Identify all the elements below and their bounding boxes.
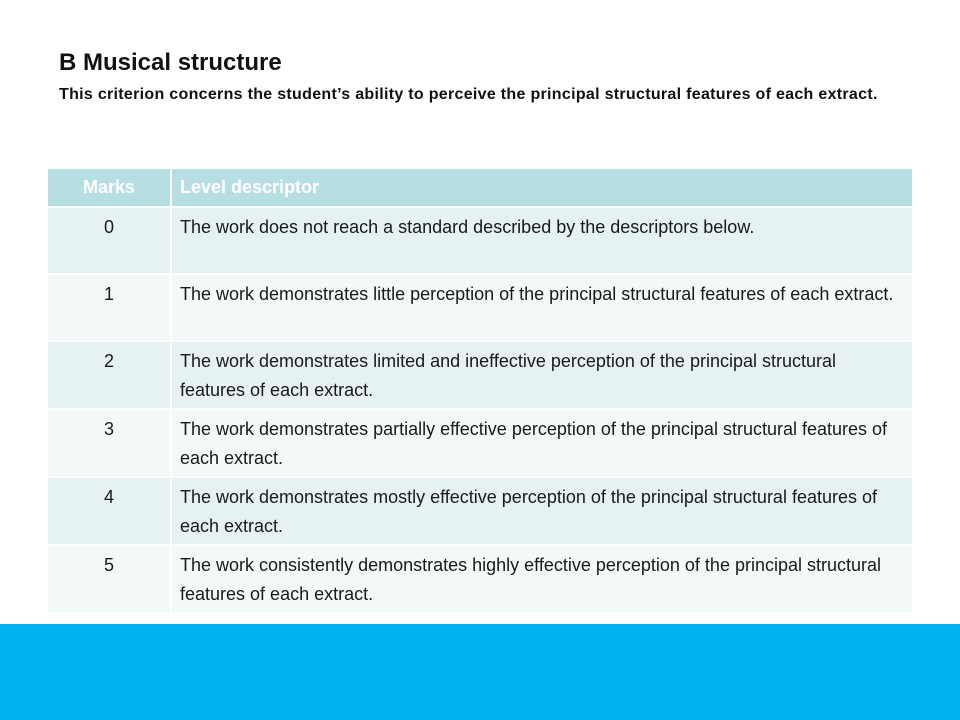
table-header-row (48, 169, 912, 207)
column-header-marks: Marks (48, 169, 171, 207)
footer-band (0, 624, 960, 720)
page-title: B Musical structure (59, 49, 282, 76)
table-row (48, 409, 912, 477)
rubric-table (48, 169, 912, 614)
rubric-table-container (48, 169, 912, 614)
descriptor-cell: The work demonstrates mostly effective perception of the principal structural features of each extract. (171, 477, 912, 545)
table-row (48, 341, 912, 409)
table-row (48, 274, 912, 341)
descriptor-cell: The work does not reach a standard described by the descriptors below. (171, 207, 912, 274)
mark-cell: 1 (48, 274, 171, 341)
descriptor-cell: The work demonstrates little perception of the principal structural features of each extract. (171, 274, 912, 341)
descriptor-cell: The work demonstrates limited and ineffective perception of the principal structural features of each extract. (171, 341, 912, 409)
mark-cell: 3 (48, 409, 171, 477)
table-row (48, 477, 912, 545)
descriptor-cell: The work consistently demonstrates highly effective perception of the principal structural features of each extract. (171, 545, 912, 613)
page-subtitle: This criterion concerns the student’s ability to perceive the principal structural features of each extract. (59, 86, 878, 103)
mark-cell: 0 (48, 207, 171, 274)
mark-cell: 4 (48, 477, 171, 545)
descriptor-cell: The work demonstrates partially effective perception of the principal structural features of each extract. (171, 409, 912, 477)
column-header-level-descriptor: Level descriptor (171, 169, 912, 207)
table-row (48, 545, 912, 613)
table-row (48, 207, 912, 274)
mark-cell: 2 (48, 341, 171, 409)
mark-cell: 5 (48, 545, 171, 613)
